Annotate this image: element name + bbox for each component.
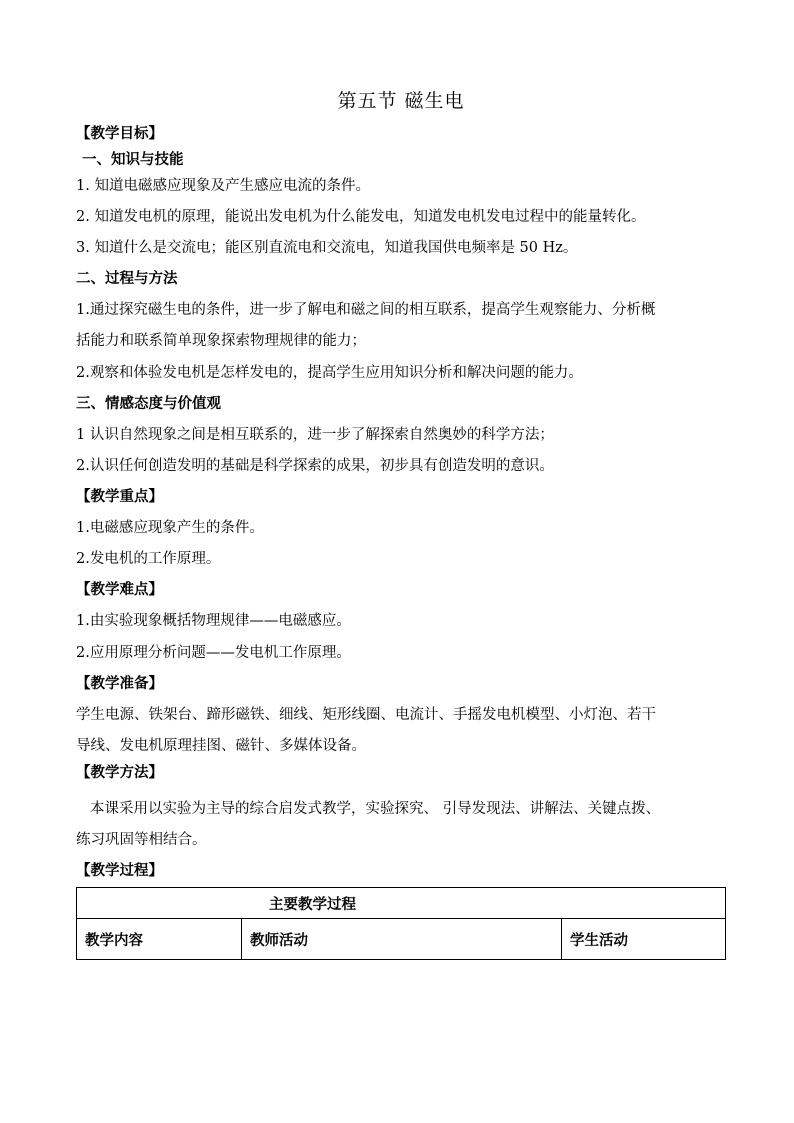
difficulties-heading: 【教学难点】	[76, 582, 163, 598]
emotion-heading: 三、情感态度与价值观	[76, 396, 221, 412]
teaching-process-heading: 【教学过程】	[76, 863, 163, 879]
column-teaching-content: 教学内容	[77, 919, 242, 960]
preparation-heading: 【教学准备】	[76, 676, 163, 692]
knowledge-item-1: 1. 知道电磁感应现象及产生感应电流的条件。	[76, 178, 370, 194]
process-item-1-line-1: 1.通过探究磁生电的条件，进一步了解电和磁之间的相互联系，提高学生观察能力、分析概	[76, 302, 656, 318]
table-title-row	[77, 888, 726, 919]
teaching-process-table	[76, 887, 726, 960]
preparation-line-2: 导线、发电机原理挂图、磁针、多媒体设备。	[76, 738, 366, 754]
knowledge-item-2: 2. 知道发电机的原理，能说出发电机为什么能发电，知道发电机发电过程中的能量转化。	[76, 209, 646, 225]
objectives-heading: 【教学目标】	[76, 126, 163, 142]
emotion-item-2: 2.认识任何创造发明的基础是科学探索的成果，初步具有创造发明的意识。	[76, 458, 554, 474]
knowledge-heading: 一、知识与技能	[82, 152, 184, 168]
process-method-heading: 二、过程与方法	[76, 271, 178, 287]
key-point-2: 2.发电机的工作原理。	[76, 551, 221, 567]
key-points-heading: 【教学重点】	[76, 489, 163, 505]
methods-heading: 【教学方法】	[76, 765, 163, 781]
key-point-1: 1.电磁感应现象产生的条件。	[76, 520, 264, 536]
methods-line-2: 练习巩固等相结合。	[76, 832, 207, 848]
process-item-2: 2.观察和体验发电机是怎样发电的，提高学生应用知识分析和解决问题的能力。	[76, 365, 583, 381]
methods-line-1: 本课采用以实验为主导的综合启发式教学，实验探究、 引导发现法、讲解法、关键点拨、	[90, 801, 661, 817]
difficulty-2: 2.应用原理分析问题——发电机工作原理。	[76, 645, 351, 661]
preparation-line-1: 学生电源、铁架台、蹄形磁铁、细线、矩形线圈、电流计、手摇发电机模型、小灯泡、若干	[76, 707, 656, 723]
difficulty-1: 1.由实验现象概括物理规律——电磁感应。	[76, 613, 351, 629]
document-title: 第五节 磁生电	[337, 90, 465, 112]
column-student-activity: 学生活动	[562, 919, 726, 960]
emotion-item-1: 1 认识自然现象之间是相互联系的，进一步了解探索自然奥妙的科学方法；	[76, 427, 554, 443]
process-item-1-line-2: 括能力和联系简单现象探索物理规律的能力；	[76, 333, 366, 349]
knowledge-item-3: 3. 知道什么是交流电；能区别直流电和交流电，知道我国供电频率是 50 Hz。	[76, 240, 578, 256]
column-teacher-activity: 教师活动	[242, 919, 562, 960]
table-title: 主要教学过程	[77, 888, 726, 919]
table-header-row	[77, 919, 726, 960]
